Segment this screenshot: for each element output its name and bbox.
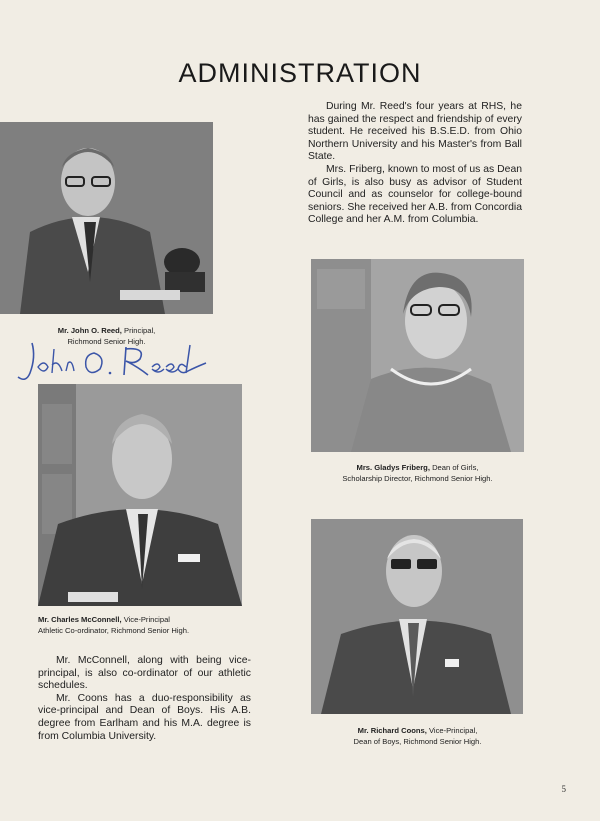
mcconnell-school: Athletic Co-ordinator, Richmond Senior High. xyxy=(38,626,190,635)
friberg-paragraph: Mrs. Friberg, known to most of us as Dean of Girls, is also busy as advisor of Student Council and as counselor for college-bound seniors. She received her A.B. from Concordia College and her A.M. from Columbia. xyxy=(308,163,522,226)
coons-title: Vice-Principal, xyxy=(428,726,478,735)
reed-photo xyxy=(0,122,213,314)
reed-title: Principal, xyxy=(124,326,156,335)
page-title: ADMINISTRATION xyxy=(178,58,422,88)
right-column-text xyxy=(308,101,522,227)
coons-school: Dean of Boys, Richmond Senior High. xyxy=(353,737,482,746)
page-number: 5 xyxy=(561,784,566,794)
reed-paragraph: During Mr. Reed's four years at RHS, he has gained the respect and friendship of every student. He received his B.S.E.D. from Ohio Northern University and his Master's from Ball State. xyxy=(308,101,522,163)
friberg-title: Dean of Girls, xyxy=(432,463,479,472)
mcconnell-paragraph: Mr. McConnell, along with being vice-principal, is also co-ordinator of our athletic schedules. xyxy=(38,655,251,692)
mcconnell-name: Mr. Charles McConnell, xyxy=(38,615,122,624)
friberg-photo xyxy=(311,259,524,452)
reed-name: Mr. John O. Reed, xyxy=(57,326,122,335)
friberg-name: Mrs. Gladys Friberg, xyxy=(356,463,430,472)
reed-signature xyxy=(14,337,209,389)
mcconnell-photo xyxy=(38,384,242,606)
left-column-text xyxy=(38,655,251,743)
coons-name: Mr. Richard Coons, xyxy=(357,726,427,735)
coons-paragraph: Mr. Coons has a duo-responsibility as vice-principal and Dean of Boys. His A.B. degree from Earlham and his M.A. degree is from Columbia University. xyxy=(38,692,251,742)
coons-photo xyxy=(311,519,523,714)
mcconnell-caption xyxy=(38,614,248,636)
coons-caption xyxy=(311,725,524,747)
mcconnell-title: Vice-Principal xyxy=(123,615,170,624)
reed-school: Richmond Senior High. xyxy=(67,337,146,346)
friberg-school: Scholarship Director, Richmond Senior High. xyxy=(342,474,493,483)
friberg-caption xyxy=(311,462,524,484)
